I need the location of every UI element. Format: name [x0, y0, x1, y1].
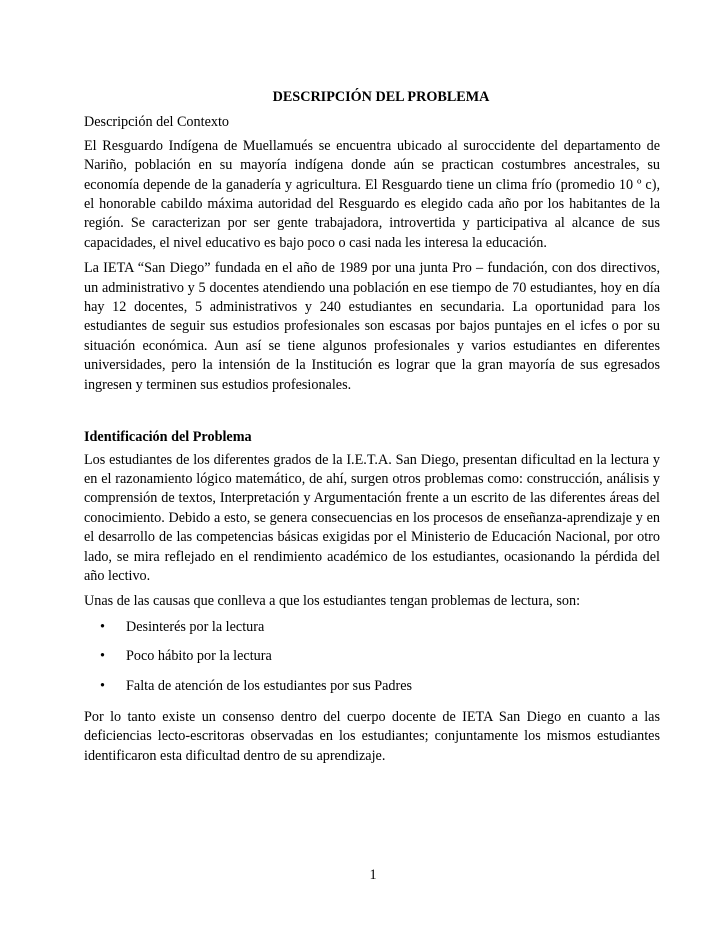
- bullet-icon: •: [100, 677, 105, 694]
- problem-heading: Identificación del Problema: [84, 429, 252, 446]
- page-title: DESCRIPCIÓN DEL PROBLEMA: [272, 89, 490, 105]
- cause-text: Poco hábito por la lectura: [126, 648, 272, 665]
- context-heading: Descripción del Contexto: [84, 114, 229, 131]
- list-item: [84, 618, 660, 637]
- context-paragraph-2: La IETA “San Diego” fundada en el año de 1989 por una junta Pro – fundación, con dos directivos, un administrativo y 5 docentes atendiendo una población en ese tiempo de 70 estudiantes, hoy en día hay 12 docentes, 5 administrativos y 240 estudiantes en secundaria. La oportunidad para los estudiantes de seguir sus estudios profesionales son escasas por bajos puntajes en el icfes o por su situación económica. Aun así se tiene algunos profesionales y varios estudiantes en diferentes universidades, pero la intensión de la Institución es lograr que la gran mayoría de sus egresados ingresen y terminen sus estudios profesionales.: [84, 260, 660, 393]
- section-spacer: [84, 401, 660, 428]
- list-item: [84, 647, 660, 666]
- causes-list: [84, 618, 660, 696]
- page-number: 1: [369, 867, 377, 883]
- problem-paragraph: Los estudiantes de los diferentes grados de la I.E.T.A. San Diego, presentan dificultad en la lectura y en el razonamiento lógico matemático, de ahí, surgen otros problemas como: construcción, análisis y comprensión de textos, Interpretación y Argumentación frente a un escrito de las diferentes áreas del conocimiento. Debido a esto, se genera consecuencias en los procesos de enseñanza-aprendizaje y en el desarrollo de las competencias básicas exigidas por el Ministerio de Educación Nacional, por otro lado, se mira reflejado en el rendimiento académico de los estudiantes, ocasionando la pérdida del año lectivo.: [84, 451, 660, 584]
- context-paragraph-1: El Resguardo Indígena de Muellamués se encuentra ubicado al suroccidente del departamento de Nariño, población en su mayoría indígena donde aún se practican costumbres ancestrales, su economía depende de la ganadería y agricultura. El Resguardo tiene un clima frío (promedio 10 º c), el honorable cabildo máxima autoridad del Resguardo es elegido cada año por los habitantes de la región. Se caracterizan por ser gente trabajadora, introvertida y participativa al alcance de sus capacidades, el nivel educativo es bajo poco o casi nada les interesa la educación.: [84, 137, 660, 251]
- list-item: [84, 677, 660, 696]
- bullet-icon: •: [100, 648, 105, 665]
- causes-intro: Unas de las causas que conlleva a que los estudiantes tengan problemas de lectura, son:: [84, 593, 581, 610]
- cause-text: Desinterés por la lectura: [126, 618, 265, 635]
- conclusion-paragraph: Por lo tanto existe un consenso dentro del cuerpo docente de IETA San Diego en cuanto a las deficiencias lecto-escritoras observadas en los estudiantes; conjuntamente los mismos estudiantes identificaron esta dificultad dentro de su aprendizaje.: [84, 708, 660, 764]
- bullet-icon: •: [100, 618, 105, 635]
- cause-text: Falta de atención de los estudiantes por sus Padres: [126, 677, 413, 694]
- document-body: [84, 88, 660, 772]
